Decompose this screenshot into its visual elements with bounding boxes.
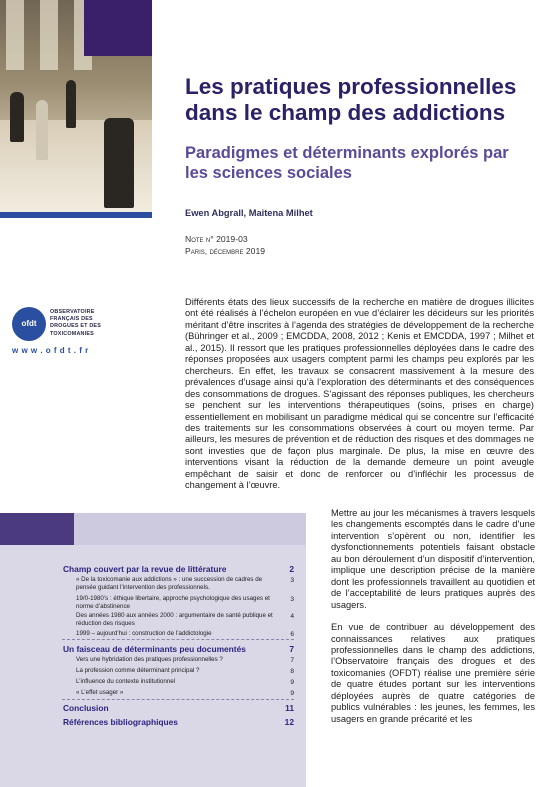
- toc-page-number: 2: [289, 564, 294, 574]
- toc-header-dark-block: [0, 513, 74, 545]
- toc-page-number: 8: [290, 668, 294, 675]
- photo-figure-2: [36, 100, 48, 160]
- page-subtitle: Paradigmes et déterminants explorés par les sciences sociales: [185, 144, 509, 182]
- photo-window-2: [40, 0, 58, 70]
- logo-line: TOXICOMANIES: [50, 330, 94, 337]
- toc-label: L’influence du contexte institutionnel: [76, 678, 176, 685]
- toc-header-bar: [0, 513, 306, 545]
- logo-line: FRANÇAIS DES: [50, 316, 93, 323]
- photo-figure-4: [104, 118, 134, 208]
- toc-page-number: 3: [290, 577, 294, 584]
- toc-page-number: 3: [290, 596, 294, 603]
- ofdt-emblem-icon: ofdt: [12, 307, 46, 341]
- toc-page-number: 6: [290, 631, 294, 638]
- column2-paragraph-1: Mettre au jour les mécanismes à travers lesquels les changements escomptés dans le cadre d’une intervention s’opèrent ou non, identifier les dysfonctionnements potentiels faisant obstacle au bon déroulement d’un dispositif d’intervention, implique une description précise de la manière dont les professionnels travaillent au quotidien et de l’acceptabilité de leurs pratiques auprès des usagers.: [331, 508, 535, 610]
- toc-label: Un faisceau de déterminants peu documentés: [63, 644, 246, 654]
- toc-label: « De la toxicomanie aux addictions » : une succession de cadres de pensée guidant l’intervention des professionnels.: [76, 576, 263, 591]
- authors: Ewen Abgrall, Maitena Milhet: [185, 208, 313, 218]
- note-place-date: Paris, décembre 2019: [185, 246, 266, 256]
- column2-paragraph-2: En vue de contribuer au développement des connaissances relatives aux pratiques professionnelles dans le champ des addictions, l’Observatoire français des drogues et des toxicomanies (OFDT) réalise une première série de quatre études portant sur les interventions déployées auprès de quatre catégories de publics vulnérables : les jeunes, les femmes, les usagers en grande précarité et les: [331, 622, 535, 724]
- website-link[interactable]: w w w . o f d t . f r: [12, 346, 89, 355]
- toc-label: Vers une hybridation des pratiques professionnelles ?: [76, 656, 223, 663]
- logo-line: DROGUES ET DES: [50, 323, 102, 330]
- toc-label: Références bibliographiques: [63, 717, 178, 727]
- note-info: [185, 233, 265, 257]
- toc-separator: [62, 699, 294, 700]
- toc-page-number: 4: [290, 613, 294, 620]
- photo-figure-3: [66, 80, 76, 128]
- toc-page-number: 7: [290, 657, 294, 664]
- logo-line: OBSERVATOIRE: [50, 309, 95, 315]
- toc-label: Champ couvert par la revue de littérature: [63, 564, 227, 574]
- toc-page-number: 12: [284, 717, 294, 727]
- toc-page-number: 9: [290, 690, 294, 697]
- toc-label: La profession comme déterminant principal ?: [76, 667, 200, 674]
- toc-page-number: 9: [290, 679, 294, 686]
- toc-label: Des années 1980 aux années 2000 : argumentaire de santé publique et réduction des risques: [76, 612, 273, 627]
- logo-text: [50, 309, 110, 338]
- toc-separator: [62, 639, 294, 640]
- toc-label: Conclusion: [63, 703, 109, 713]
- abstract-paragraph: Différents états des lieux successifs de la recherche en matière de drogues illicites ont été réalisés à l’échelon européen en vue d’éclairer les décideurs sur les priorités méritant d’être inscrites à l’agenda des stratégies de développement de la recherche (Bühringer et al., 2009 ; EMCDDA, 2008, 2012 ; Kenis et EMCDDA, 1997 ; Milhet et al., 2015). Il ressort que les pratiques professionnelles déployées dans le cadre des réponses proposées aux usagers comptent parmi les champs peu explorés par les chercheurs. En effet, les travaux se consacrent massivement à la mesure des prévalences d’usage ainsi qu’à l’exploration des déterminants et des conséquences des consommations de drogues. S’agissant des réponses publiques, les chercheurs se penchent sur les interventions thérapeutiques (soins, prises en charge) essentiellement en mobilisant un paradigme médical qui se concentre sur l’efficacité des traitements sur les consommations observées à court ou moyen terme. Par ailleurs, les mesures de prévention et de réduction des risques et des dommages ne sont investies que de façon plus marginale. De plus, la mise en œuvre des interventions visant la réduction de la demande demeure un point aveugle empêchant de saisir et donc de renforcer ou d’infléchir les processus de changement à l’œuvre.: [185, 297, 534, 491]
- page-title: Les pratiques professionnelles dans le champ des addictions: [185, 74, 517, 125]
- second-column: [331, 508, 535, 736]
- photo-figure-1: [10, 92, 24, 142]
- toc-page-number: 7: [289, 644, 294, 654]
- note-number: Note n° 2019-03: [185, 234, 248, 244]
- toc-label: « L’effet usager »: [76, 689, 124, 696]
- table-of-contents: [0, 545, 306, 787]
- toc-label: 19/0-1980’s : éthique libertaire, approche psychologique des usages et norme d’abstinence: [76, 595, 270, 610]
- ofdt-logo[interactable]: [12, 307, 157, 359]
- photo-window-1: [6, 0, 24, 70]
- header-purple-band: [84, 0, 152, 56]
- toc-label: 1999 – aujourd’hui : construction de l’addictologie: [76, 630, 212, 637]
- photo-accent-bar: [0, 212, 152, 218]
- toc-page-number: 11: [285, 703, 294, 713]
